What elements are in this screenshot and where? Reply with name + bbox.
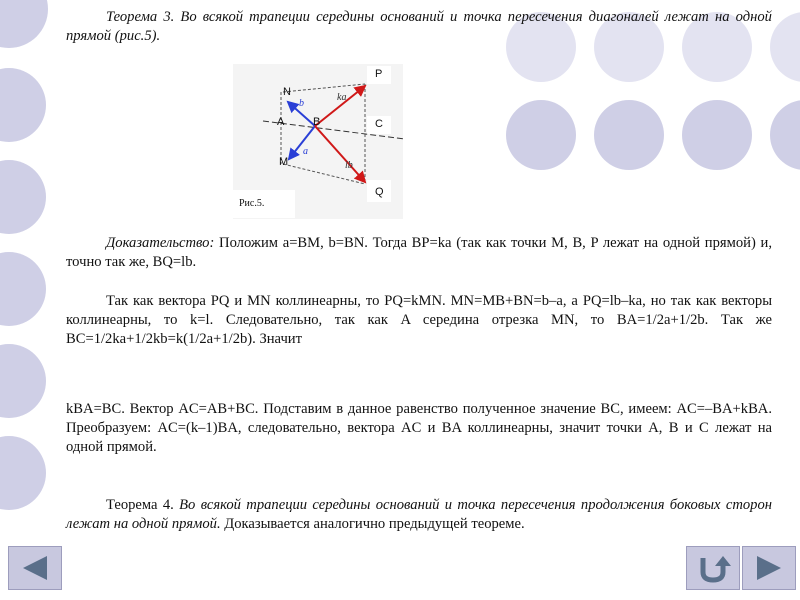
label-point-p: P (375, 68, 383, 80)
prev-slide-button[interactable] (8, 546, 62, 590)
label-point-a: A (277, 116, 285, 128)
label-point-m: M (279, 156, 289, 168)
figure-caption: Рис.5. (233, 190, 295, 218)
theorem3-paragraph (66, 8, 772, 46)
next-slide-button[interactable] (742, 546, 796, 590)
decor-circle (506, 100, 576, 170)
proof-text-1: Положим a=BM, b=BN. Тогда BP=ka (так как точки M, B, P лежат на одной прямой) и, точно так же, BQ=lb. (66, 235, 772, 270)
decor-circle (0, 344, 46, 418)
next-arrow-icon (751, 553, 787, 583)
proof-text-3: kBA=BC. Вектор AC=AB+BC. Подставим в данное равенство полученное значение BC, имеем: AC=–BA+kBA. Преобразуем: AC=(k–1)BA, следовательно, вектора AC и BA коллинеарны, значит точки A, B и C лежат на одной прямой. (66, 401, 772, 455)
decor-circle (0, 252, 46, 326)
return-arrow-icon (695, 552, 731, 584)
label-point-n: N (283, 86, 291, 98)
label-vector-a: a (303, 146, 308, 157)
label-point-c: C (375, 118, 383, 130)
theorem3-statement: Во всякой трапеции середины оснований и точка пересечения диагоналей лежат на одной прямой (рис.5). (66, 9, 772, 44)
theorem4-paragraph (66, 496, 772, 534)
decor-circle (770, 12, 800, 82)
decor-circle (682, 100, 752, 170)
label-vector-b: b (299, 98, 304, 109)
theorem4-label: Теорема 4. (106, 497, 174, 513)
proof-text-2: Так как вектора PQ и MN коллинеарны, то PQ=kMN. MN=MB+BN=b–a, а PQ=lb–ka, но так как векторы коллинеарны, то k=l. Следовательно, так как A середина отрезка MN, то BA=1/2a+1/2b. Так же BC=1/2ka+1/2kb=k(1/2a+1/2b). Значит (66, 293, 772, 347)
decor-circle (0, 160, 46, 234)
decor-circle (770, 100, 800, 170)
decor-circle (0, 436, 46, 510)
proof-paragraph-2 (66, 292, 772, 349)
proof-paragraph-1 (66, 234, 772, 272)
decor-circle (0, 68, 46, 142)
proof-label: Доказательство: (106, 235, 215, 251)
label-vector-ka: ka (337, 92, 347, 103)
decor-circle (594, 100, 664, 170)
label-point-q: Q (375, 186, 384, 198)
decor-circle (0, 0, 48, 48)
return-button[interactable] (686, 546, 740, 590)
theorem3-label: Теорема 3. (106, 9, 175, 25)
label-point-b: B (313, 116, 321, 128)
figure-5 (233, 64, 403, 219)
theorem4-statement: Во всякой трапеции середины оснований и точка пересечения продолжения боковых сторон лежат на одной прямой. (66, 497, 772, 532)
prev-arrow-icon (17, 553, 53, 583)
proof-paragraph-3 (66, 400, 772, 457)
theorem4-tail: Доказывается аналогично предыдущей теореме. (220, 516, 525, 532)
label-vector-lb: lb (345, 160, 353, 171)
